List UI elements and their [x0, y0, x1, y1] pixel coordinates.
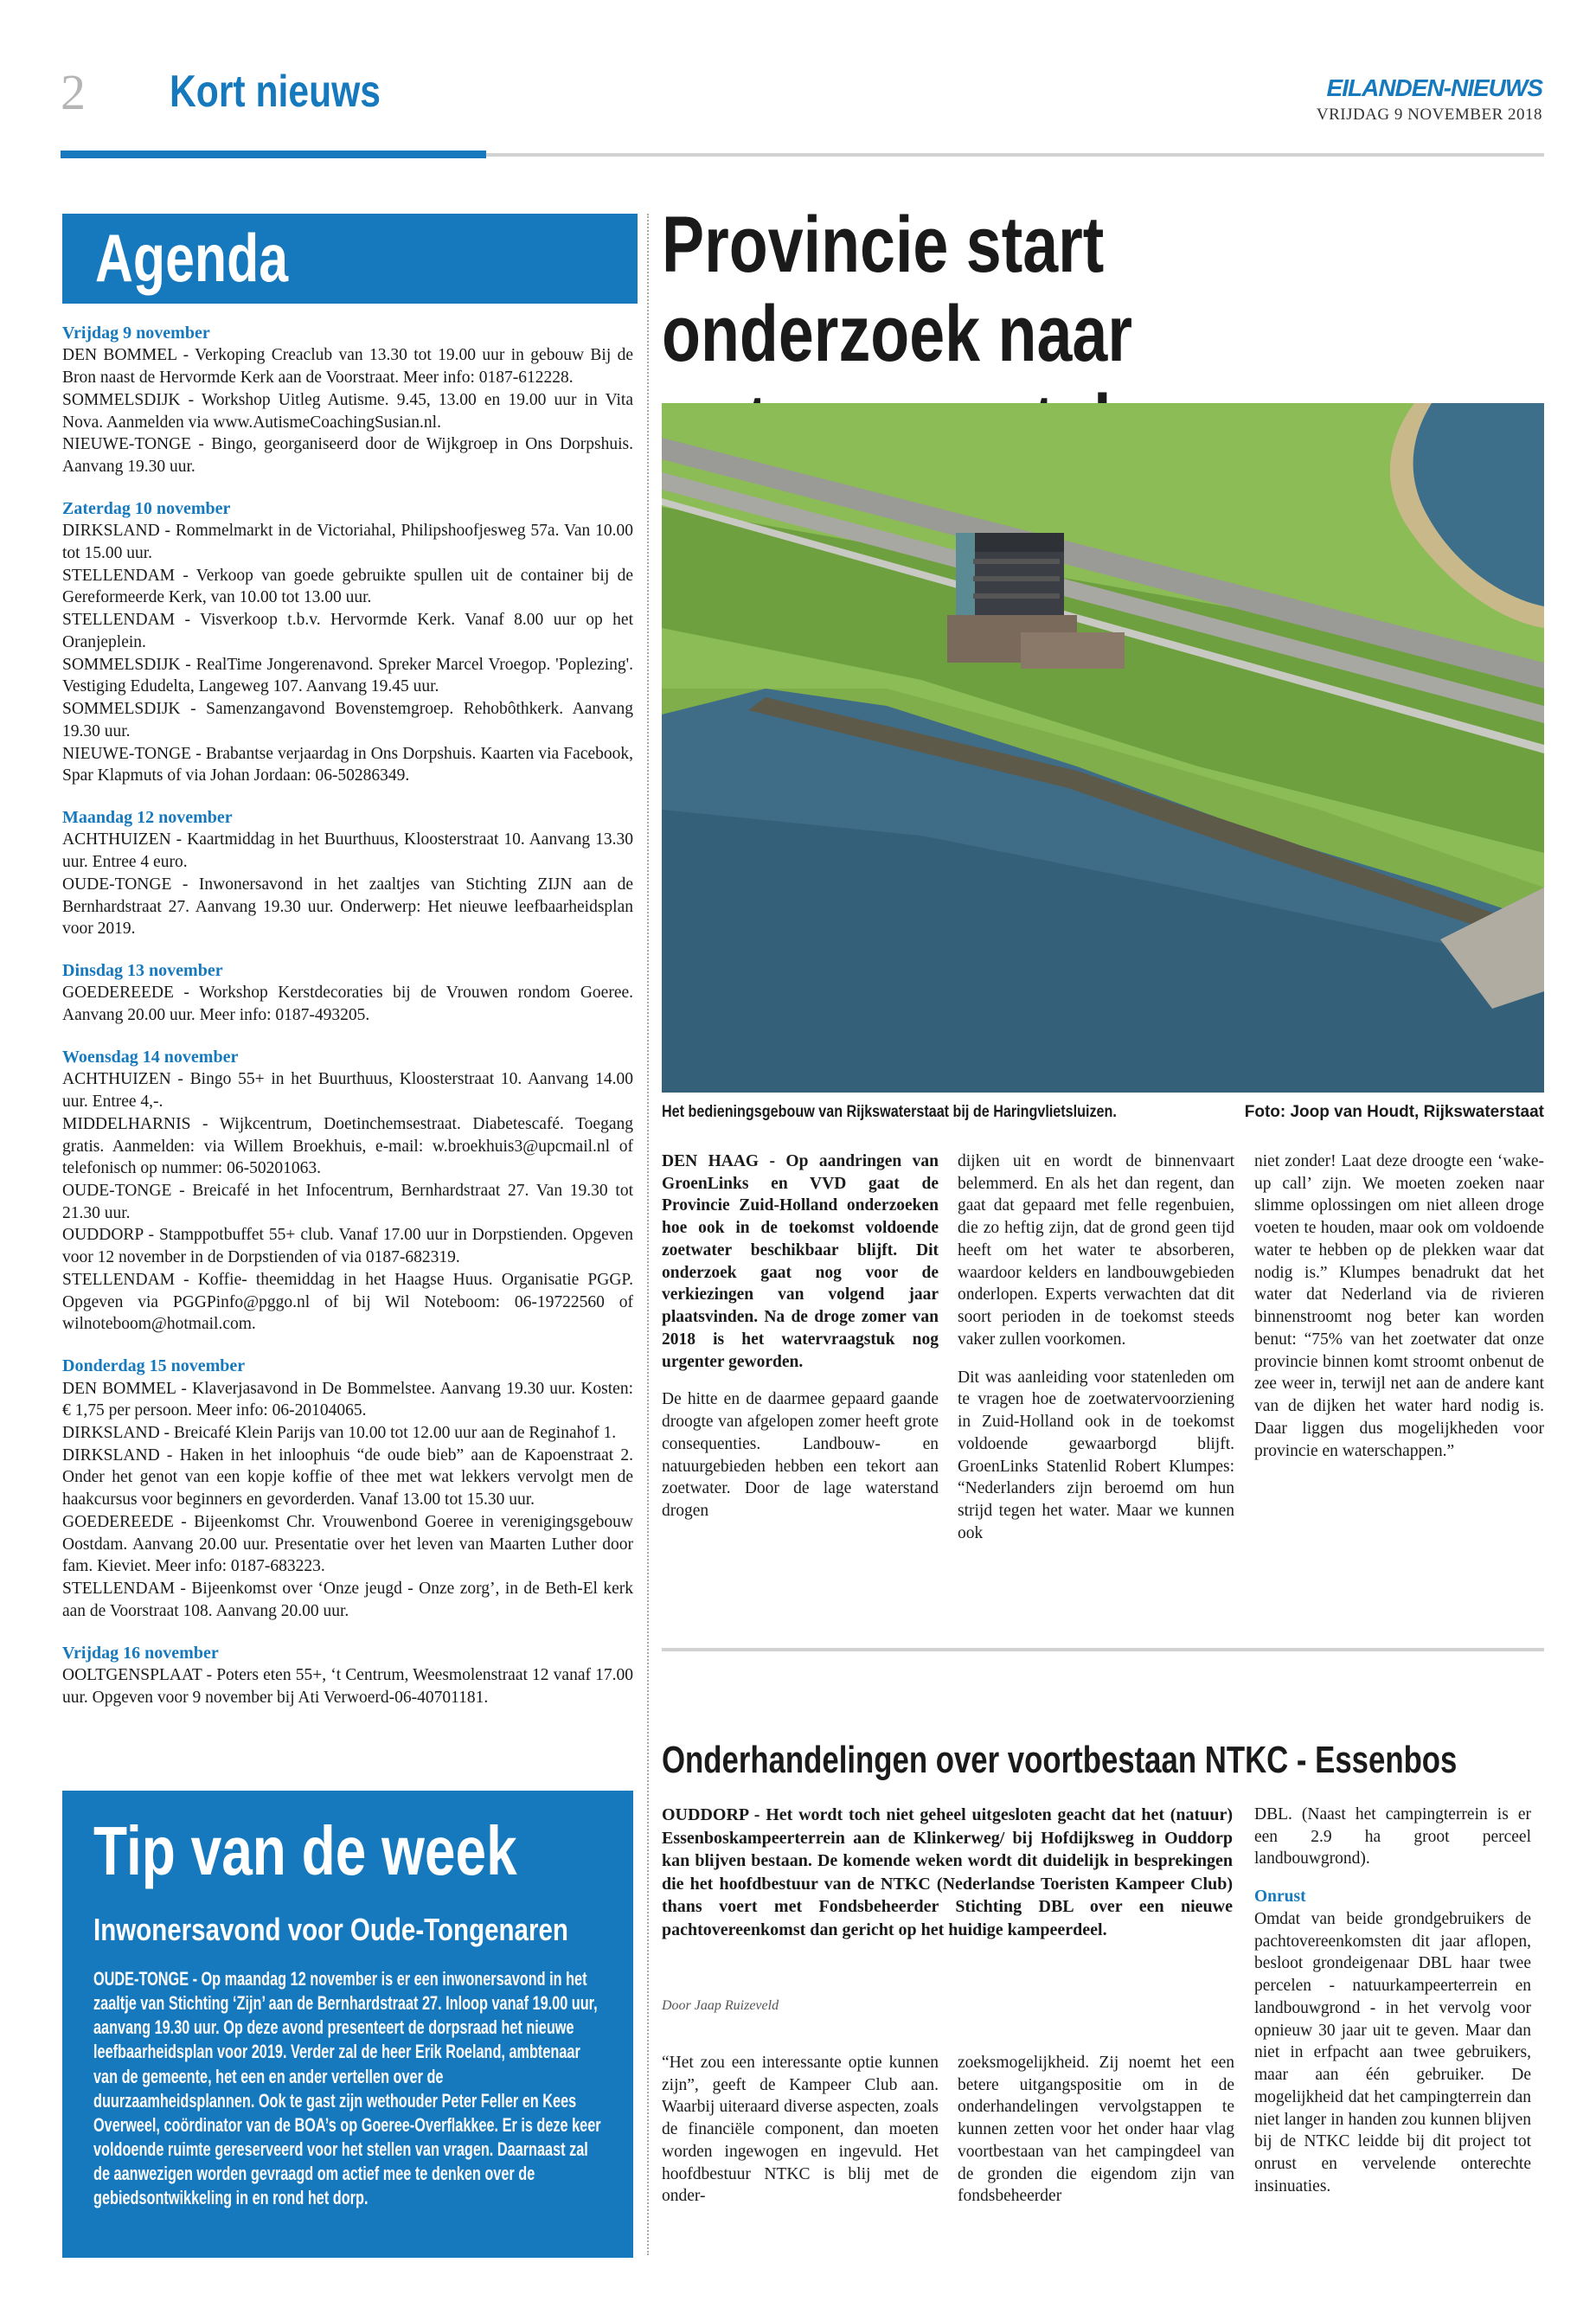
second-headline: Onderhandelingen over voortbestaan NTKC - Essenbos	[662, 1739, 1458, 1781]
article-paragraph: zoeksmogelijkheid. Zij noemt het een betere uitgangspositie om in de onderhandelingen vervolgstappen te kunnen zetten voor het onder haar vlag voortbestaan van het campingdeel van de gronden die eigendom zijn van fondsbeheerder	[958, 2054, 1234, 2206]
agenda-event: DIRKSLAND - Rommelmarkt in de Victoriahal, Philipshoofjesweg 57a. Van 10.00 tot 15.00 uur.	[62, 522, 633, 562]
second-article-column-1	[662, 2052, 939, 2223]
agenda-event: OUDDORP - Stamppotbuffet 55+ club. Vanaf 17.00 uur in Dorpstienden. Opgeven voor 12 november in de Dorpstienden of via 0187-682319.	[62, 1226, 633, 1267]
section-title: Kort nieuws	[170, 67, 381, 117]
article-paragraph: Omdat van beide grondgebruikers de pachtovereenkomsten dit jaar aflopen, besloot grondeigenaar DBL haar twee percelen - natuurkampeerterrein en landbouwgrond - in het vervolg voor opnieuw 30 jaar uit te geven. Maar dan niet in erfpacht aan twee gebruikers, maar aan één gebruiker. De mogelijkheid dat het campingterrein dan niet langer in handen zou kunnen blijven bij de NTKC leidde bij dit project tot onrust en vervelende onterechte insinuaties.	[1254, 1909, 1531, 2195]
agenda-event: STELLENDAM - Bijeenkomst over ‘Onze jeugd - Onze zorg’, in de Beth-El kerk aan de Voorstraat 108. Aanvang 20.00 uur.	[62, 1580, 633, 1620]
article-column-1	[662, 1150, 939, 1538]
agenda-event: STELLENDAM - Koffie- theemiddag in het Haagse Huus. Organisatie PGGP. Opgeven via PGGPinfo@pggo.nl of bij Wil Noteboom: 06-19722560 of wilnoteboom@hotmail.com.	[62, 1270, 633, 1334]
tip-subtitle: Inwonersavond voor Oude-Tongenaren	[93, 1912, 568, 1947]
article-paragraph: De hitte en de daarmee gepaard gaande droogte van afgelopen zomer heeft grote consequenties. Landbouw- en natuurgebieden hebben een tekort aan zoetwater. Door de lage waterstand drogen	[662, 1390, 939, 1521]
article-paragraph: dijken uit en wordt de binnenvaart belemmerd. En als het dan regent, dan gaat dat gepaard met felle regenbuien, die zo heftig zijn, dat de grond geen tijd heeft om het water te absorberen, waardoor kelders en landbouwgebieden onderlopen. Experts verwachten dat dit soort perioden in de toekomst steeds vaker zullen voorkomen.	[958, 1152, 1234, 1349]
agenda-event: GOEDEREEDE - Workshop Kerstdecoraties bij de Vrouwen rondom Goeree. Aanvang 20.00 uur. Meer info: 0187-493205.	[62, 984, 633, 1025]
article-separator	[662, 1648, 1544, 1651]
subheading: Onrust	[1254, 1888, 1306, 1907]
agenda-event: MIDDELHARNIS - Wijkcentrum, Doetinchemsestraat. Diabetescafé. Toegang gratis. Aanmelden: via Willem Broekhuis, e-mail: w.broekhuis3@upcmail.nl of telefonisch op nummer: 06-50201063.	[62, 1114, 633, 1178]
agenda-event: SOMMELSDIJK - Samenzangavond Bovenstemgroep. Rehobôthkerk. Aanvang 19.30 uur.	[62, 700, 633, 740]
agenda-day	[62, 1046, 633, 1336]
caption-text: Het bedieningsgebouw van Rijkswaterstaat bij de Haringvlietsluizen.	[662, 1103, 1117, 1121]
agenda-day-title: Maandag 12 november	[62, 808, 233, 827]
newspaper-logo: EILANDEN-NIEUWS	[1326, 74, 1542, 101]
second-article-column-2	[958, 2052, 1234, 2223]
agenda-event: SOMMELSDIJK - RealTime Jongerenavond. Spreker Marcel Vroegop. 'Poplezing'. Vestiging Edudelta, Langeweg 107. Aanvang 19.45 uur.	[62, 655, 633, 696]
agenda-event: DIRKSLAND - Breicafé Klein Parijs van 10.00 tot 12.00 uur aan de Reginahof 1.	[62, 1423, 617, 1442]
agenda-event: OUDE-TONGE - Inwonersavond in het zaaltjes van Stichting ZIJN aan de Bernhardstraat 27. Aanvang 19.30 uur. Onderwerp: Het nieuwe leefbaarheidsplan voor 2019.	[62, 875, 633, 939]
agenda-event: NIEUWE-TONGE - Bingo, georganiseerd door de Wijkgroep in Ons Dorpshuis. Aanvang 19.30 uur.	[62, 435, 633, 477]
article-column-2	[958, 1150, 1234, 1560]
agenda-event: GOEDEREEDE - Bijeenkomst Chr. Vrouwenbond Goeree in verenigingsgebouw Oostdam. Aanvang 20.00 uur. Presentatie over het leven van Maarten Luther door fam. Kieviet. Meer info: 0187-683223.	[62, 1512, 633, 1576]
agenda-day-title: Woensdag 14 november	[62, 1047, 239, 1067]
article-lead: DEN HAAG - Op aandringen van GroenLinks en VVD gaat de Provincie Zuid-Holland onderzoeken hoe ook in de toekomst voldoende zoetwater beschikbaar blijft. Dit onderzoek gaat nog voor de verkiezingen van volgend jaar plaatsvinden. Na de droge zomer van 2018 is het watervraagstuk nog urgenter geworden.	[662, 1152, 939, 1371]
agenda-event: OUDE-TONGE - Breicafé in het Infocentrum, Bernhardstraat 27. Van 19.30 tot 21.30 uur.	[62, 1181, 633, 1222]
agenda-day	[62, 959, 633, 1027]
agenda-event: DEN BOMMEL - Klaverjasavond in De Bommelstee. Aanvang 19.30 uur. Kosten: € 1,75 per persoon. Meer info: 06-20104065.	[62, 1379, 633, 1420]
agenda-event: STELLENDAM - Verkoop van goede gebruikte spullen uit de container bij de Gereformeerde Kerk, van 10.00 tot 13.00 uur.	[62, 566, 633, 607]
agenda-event: ACHTHUIZEN - Bingo 55+ in het Buurthuus, Kloosterstraat 10. Aanvang 14.00 uur. Entree 4,-.	[62, 1070, 633, 1112]
issue-date: VRIJDAG 9 NOVEMBER 2018	[1316, 106, 1542, 124]
agenda-day-title: Zaterdag 10 november	[62, 498, 231, 518]
agenda-day-title: Dinsdag 13 november	[62, 961, 223, 981]
header-rule-accent	[61, 151, 486, 158]
main-headline: Provincie start onderzoek naar	[662, 201, 1132, 379]
photo-credit: Foto: Joop van Houdt, Rijkswaterstaat	[1244, 1103, 1544, 1121]
header-rule	[486, 153, 1544, 157]
agenda-event: ACHTHUIZEN - Kaartmiddag in het Buurthuus, Kloosterstraat 10. Aanvang 13.30 uur. Entree 4 euro.	[62, 830, 633, 872]
agenda-day	[62, 497, 633, 787]
tip-body: OUDE-TONGE - Op maandag 12 november is er een inwonersavond in het zaaltje van Stichting ‘Zijn’ aan de Bernhardstraat 27. Inloop vanaf 19.00 uur, aanvang 19.30 uur. Op deze avond presenteert de dorpsraad het nieuwe leefbaarheidsplan voor 2019. Verder zal de heer Erik Roeland, ambtenaar van de gemeente, het een en ander vertellen over de duurzaamheidsplannen. Ook te gast zijn wethouder Peter Feller en Kees Overweel, coördinator van de BOA’s op Goeree-Overflakkee. Er is deze keer voldoende ruimte gereserveerd voor het stellen van vragen. Daarnaast zal de aanwezigen worden gevraagd om actief mee te denken over de gebiedsontwikkeling in en rond het dorp.	[93, 1968, 601, 2209]
agenda-day	[62, 806, 633, 940]
column-divider	[647, 214, 649, 2255]
tip-title: Tip van de week	[93, 1812, 517, 1889]
agenda-day-title: Vrijdag 16 november	[62, 1643, 219, 1663]
photo-caption	[662, 1103, 1544, 1122]
article-column-3	[1254, 1150, 1544, 1477]
article-photo	[662, 403, 1544, 1093]
agenda-day-title: Vrijdag 9 november	[62, 324, 210, 343]
article-paragraph: niet zonder! Laat deze droogte een ‘wake-up call’ zijn. We moeten zoeken naar slimme oplossingen om niet alleen droge voeten te houden, maar ook om voldoende water te hebben op de plekken waar dat nodig is.” Klumpes benadrukt dat het water dat Nederland via de rivieren binnenstroomt nog beter kan worden benut: “75% van het zoetwater dat onze provincie binnen komt stroomt onbenut de zee weer in, terwijl net aan de andere kant van de dijken het water hard nodig is. Daar liggen dus mogelijkheden voor provincie en waterschappen.”	[1254, 1152, 1544, 1460]
page-number: 2	[61, 64, 86, 120]
article-paragraph: “Het zou een interessante optie kunnen zijn”, geeft de Kampeer Club aan. Waarbij uiteraard diverse aspecten, zoals de financiële component, dan moeten worden ingewogen en ingevuld. Het hoofdbestuur NTKC is blij met de onder-	[662, 2054, 939, 2206]
article-paragraph: Dit was aanleiding voor statenleden om te vragen hoe de zoetwatervoorziening in Zuid-Holland ook in de toekomst voldoende gewaarborgd blijft. GroenLinks Statenlid Robert Klumpes: “Nederlanders zijn beroemd om hun strijd tegen het water. Maar we kunnen ook	[958, 1368, 1234, 1542]
second-article-lead: OUDDORP - Het wordt toch niet geheel uitgesloten geacht dat het (natuur) Essenboskampeerterrein aan de Klinkerweg/ bij Hofdijksweg in Ouddorp kan blijven bestaan. De komende weken wordt dit duidelijk in besprekingen die het hoofdbestuur van de NTKC (Nederlandse Toeristen Kampeer Club) thans voert met Fondsbeheerder Stichting DBL over een nieuwe pachtovereenkomst dan gericht op het huidige kampeerdeel.	[662, 1805, 1233, 1939]
agenda-day	[62, 1355, 633, 1622]
agenda-list	[62, 322, 633, 1708]
second-article-column-3	[1254, 1804, 1531, 2213]
agenda-day	[62, 322, 633, 478]
agenda-event: DEN BOMMEL - Verkoping Creaclub van 13.30 tot 19.00 uur in gebouw Bij de Bron naast de Hervormde Kerk aan de Voorstraat. Meer info: 0187-612228.	[62, 346, 633, 388]
agenda-event: OOLTGENSPLAAT - Poters eten 55+, ‘t Centrum, Weesmolenstraat 12 vanaf 17.00 uur. Opgeven voor 9 november bij Ati Verwoerd-06-40701181.	[62, 1665, 633, 1707]
agenda-event: DIRKSLAND - Haken in het inloophuis “de oude bieb” aan de Kapoenstraat 2. Onder het genot van een kopje koffie of thee met wat lekkers vervolgt men de haakcursus voor beginners en gevorderden. Vanaf 13.00 tot 15.30 uur.	[62, 1445, 633, 1509]
agenda-day	[62, 1642, 633, 1709]
agenda-day-title: Donderdag 15 november	[62, 1356, 246, 1376]
agenda-event: SOMMELSDIJK - Workshop Uitleg Autisme. 9.45, 13.00 en 19.00 uur in Vita Nova. Aanmelden via www.AutismeCoachingSusian.nl.	[62, 390, 633, 432]
article-paragraph: DBL. (Naast het campingterrein is er een 2.9 ha groot perceel landbouwgrond).	[1254, 1805, 1531, 1868]
agenda-event: STELLENDAM - Visverkoop t.b.v. Hervormde Kerk. Vanaf 8.00 uur op het Oranjeplein.	[62, 611, 633, 651]
byline: Door Jaap Ruizeveld	[662, 1998, 779, 2013]
tip-of-week-box	[62, 1791, 633, 2258]
agenda-title: Agenda	[95, 220, 289, 296]
agenda-event: NIEUWE-TONGE - Brabantse verjaardag in Ons Dorpshuis. Kaarten via Facebook, Spar Klapmuts of via Johan Jordaan: 06-50286349.	[62, 744, 633, 785]
